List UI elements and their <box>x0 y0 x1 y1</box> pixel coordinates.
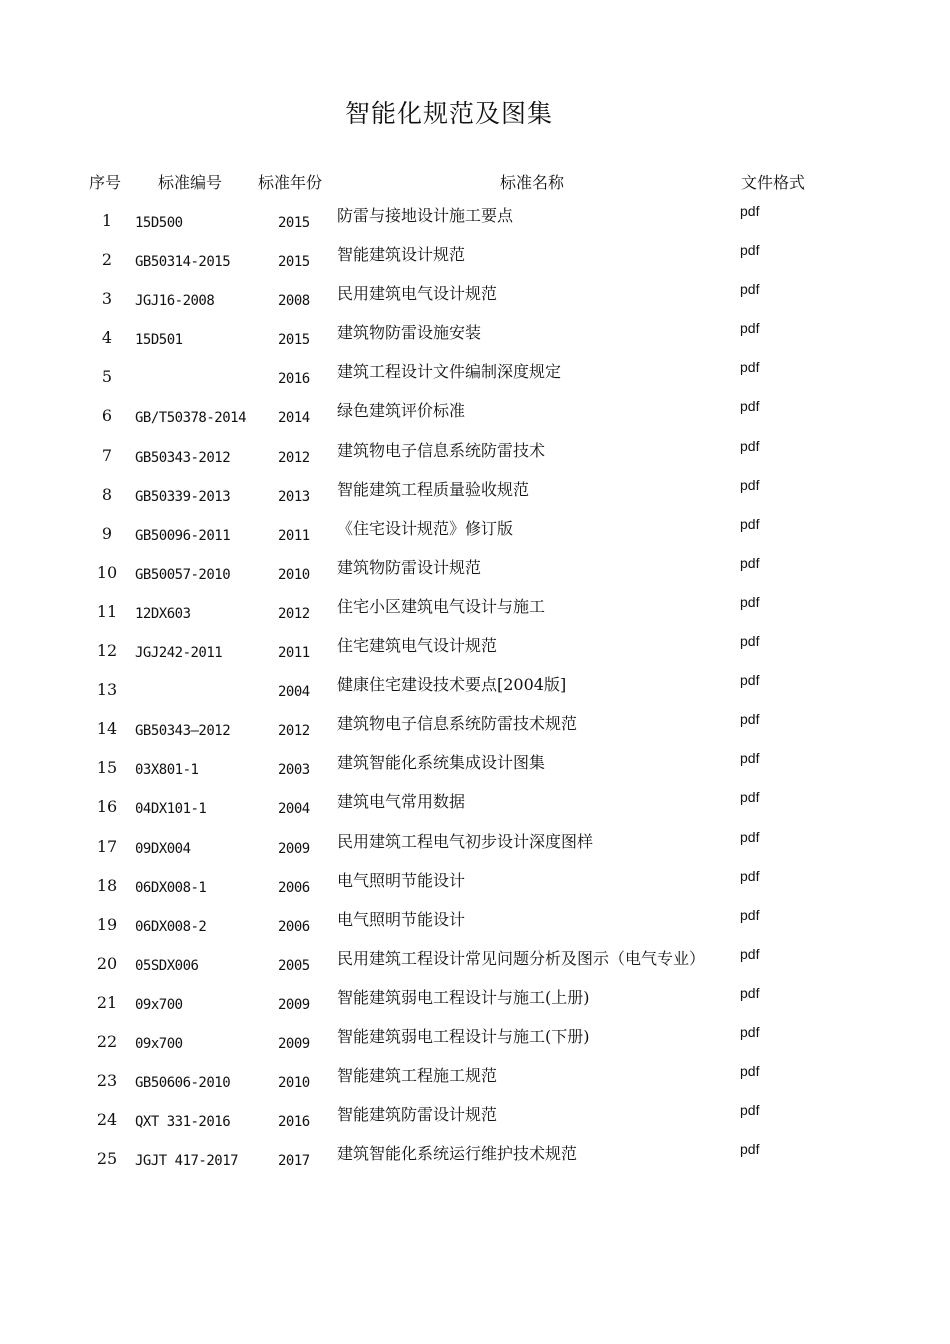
cell-format: pdf <box>740 281 760 298</box>
cell-code: GB50314-2015 <box>135 254 231 271</box>
cell-code: 09x700 <box>135 1035 183 1052</box>
table-row <box>0 438 950 477</box>
cell-format: pdf <box>740 633 760 650</box>
cell-seq: 19 <box>96 914 118 934</box>
header-format: 文件格式 <box>741 173 806 192</box>
table-row <box>0 242 950 281</box>
cell-seq: 12 <box>96 641 118 661</box>
cell-seq: 20 <box>96 953 118 973</box>
cell-code: GB50096-2011 <box>135 527 231 544</box>
cell-name: 民用建筑电气设计规范 <box>337 284 498 304</box>
cell-code: QXT 331-2016 <box>135 1114 231 1131</box>
cell-year: 2011 <box>278 645 310 662</box>
header-code: 标准编号 <box>158 173 223 192</box>
cell-year: 2015 <box>278 332 310 349</box>
cell-format: pdf <box>740 711 760 728</box>
cell-seq: 9 <box>101 523 113 543</box>
cell-name: 电气照明节能设计 <box>337 909 466 929</box>
cell-format: pdf <box>740 437 760 454</box>
table-row <box>0 750 950 789</box>
cell-format: pdf <box>740 1023 760 1040</box>
cell-name: 智能建筑防雷设计规范 <box>337 1105 498 1125</box>
cell-format: pdf <box>740 1063 760 1080</box>
cell-code: JGJT 417-2017 <box>135 1153 239 1170</box>
cell-seq: 15 <box>96 758 118 778</box>
cell-seq: 4 <box>101 328 113 348</box>
cell-format: pdf <box>740 242 760 259</box>
cell-name: 建筑电气常用数据 <box>337 792 466 812</box>
table-row <box>0 907 950 946</box>
cell-name: 智能建筑弱电工程设计与施工(上册) <box>337 987 590 1007</box>
table-row <box>0 1063 950 1102</box>
cell-year: 2006 <box>278 879 310 896</box>
table-row <box>0 789 950 828</box>
cell-seq: 10 <box>96 562 118 582</box>
cell-code: GB50606-2010 <box>135 1075 231 1092</box>
cell-seq: 2 <box>101 250 113 270</box>
table-row <box>0 985 950 1024</box>
cell-code: GB50343—2012 <box>135 723 231 740</box>
cell-year: 2016 <box>278 371 310 388</box>
cell-year: 2012 <box>278 605 310 622</box>
cell-name: 建筑工程设计文件编制深度规定 <box>337 362 562 382</box>
cell-code: 06DX008-2 <box>135 918 207 935</box>
cell-name: 民用建筑工程设计常见问题分析及图示（电气专业） <box>337 948 706 968</box>
cell-seq: 25 <box>96 1149 118 1169</box>
cell-format: pdf <box>740 554 760 571</box>
header-year: 标准年份 <box>258 173 323 192</box>
cell-year: 2017 <box>278 1153 310 1170</box>
cell-code: 05SDX006 <box>135 957 199 974</box>
cell-year: 2015 <box>278 254 310 271</box>
header-name: 标准名称 <box>500 173 565 192</box>
standards-table <box>0 203 950 1180</box>
cell-seq: 23 <box>96 1071 118 1091</box>
cell-format: pdf <box>740 1102 760 1119</box>
cell-format: pdf <box>740 203 760 219</box>
cell-format: pdf <box>740 1141 760 1158</box>
cell-name: 建筑物电子信息系统防雷技术 <box>337 440 546 460</box>
cell-year: 2010 <box>278 566 310 583</box>
cell-seq: 17 <box>96 836 118 856</box>
cell-seq: 13 <box>96 680 118 700</box>
cell-format: pdf <box>740 398 760 415</box>
cell-name: 电气照明节能设计 <box>337 870 466 890</box>
cell-seq: 8 <box>101 484 113 504</box>
cell-code: GB50339-2013 <box>135 488 231 505</box>
cell-name: 智能建筑工程质量验收规范 <box>337 479 530 499</box>
cell-code: 09x700 <box>135 996 183 1013</box>
cell-format: pdf <box>740 593 760 610</box>
cell-format: pdf <box>740 828 760 845</box>
cell-format: pdf <box>740 515 760 532</box>
table-row <box>0 868 950 907</box>
table-row <box>0 203 950 242</box>
cell-code: 15D501 <box>135 332 183 349</box>
cell-year: 2013 <box>278 488 310 505</box>
cell-code: 09DX004 <box>135 840 191 857</box>
cell-seq: 3 <box>101 289 113 309</box>
cell-name: 建筑物电子信息系统防雷技术规范 <box>337 714 578 734</box>
cell-format: pdf <box>740 867 760 884</box>
cell-year: 2008 <box>278 293 310 310</box>
cell-name: 《住宅设计规范》修订版 <box>337 518 514 538</box>
cell-seq: 7 <box>101 445 113 465</box>
cell-name: 建筑智能化系统集成设计图集 <box>337 753 546 773</box>
table-row <box>0 829 950 868</box>
cell-format: pdf <box>740 906 760 923</box>
cell-seq: 6 <box>101 406 113 426</box>
cell-code: 12DX603 <box>135 605 191 622</box>
cell-code: GB/T50378-2014 <box>135 410 247 427</box>
table-row <box>0 555 950 594</box>
table-row <box>0 320 950 359</box>
cell-name: 绿色建筑评价标准 <box>337 401 466 421</box>
cell-code: GB50057-2010 <box>135 566 231 583</box>
cell-seq: 16 <box>96 797 118 817</box>
cell-seq: 11 <box>96 601 118 621</box>
cell-name: 防雷与接地设计施工要点 <box>337 206 514 225</box>
cell-name: 建筑智能化系统运行维护技术规范 <box>337 1144 578 1164</box>
table-row <box>0 281 950 320</box>
cell-year: 2004 <box>278 684 310 701</box>
cell-year: 2009 <box>278 996 310 1013</box>
page-title: 智能化规范及图集 <box>344 99 553 128</box>
cell-name: 民用建筑工程电气初步设计深度图样 <box>337 831 594 851</box>
table-row <box>0 1141 950 1180</box>
cell-code: 06DX008-1 <box>135 879 207 896</box>
cell-format: pdf <box>740 750 760 767</box>
cell-year: 2009 <box>278 840 310 857</box>
cell-code: JGJ242-2011 <box>135 645 223 662</box>
cell-year: 2016 <box>278 1114 310 1131</box>
cell-year: 2012 <box>278 449 310 466</box>
cell-format: pdf <box>740 984 760 1001</box>
table-row <box>0 477 950 516</box>
table-row <box>0 672 950 711</box>
cell-year: 2014 <box>278 410 310 427</box>
cell-name: 智能建筑工程施工规范 <box>337 1066 498 1086</box>
cell-name: 智能建筑设计规范 <box>337 245 466 265</box>
table-row <box>0 398 950 437</box>
cell-seq: 21 <box>96 992 118 1012</box>
table-row <box>0 1102 950 1141</box>
cell-format: pdf <box>740 672 760 689</box>
cell-year: 2009 <box>278 1035 310 1052</box>
cell-format: pdf <box>740 359 760 376</box>
cell-code: 04DX101-1 <box>135 801 207 818</box>
header-seq: 序号 <box>89 173 122 192</box>
cell-seq: 1 <box>101 211 113 230</box>
cell-code: GB50343-2012 <box>135 449 231 466</box>
cell-seq: 24 <box>96 1110 118 1130</box>
cell-seq: 14 <box>96 719 118 739</box>
cell-code: JGJ16-2008 <box>135 293 215 310</box>
cell-name: 智能建筑弱电工程设计与施工(下册) <box>337 1026 590 1046</box>
table-row <box>0 633 950 672</box>
cell-year: 2005 <box>278 957 310 974</box>
cell-year: 2012 <box>278 723 310 740</box>
cell-year: 2004 <box>278 801 310 818</box>
cell-format: pdf <box>740 476 760 493</box>
table-row <box>0 711 950 750</box>
cell-code: 15D500 <box>135 215 183 231</box>
cell-year: 2003 <box>278 762 310 779</box>
cell-year: 2011 <box>278 527 310 544</box>
table-row <box>0 516 950 555</box>
table-row <box>0 946 950 985</box>
cell-seq: 5 <box>101 367 113 387</box>
cell-seq: 22 <box>96 1031 118 1051</box>
table-row <box>0 359 950 398</box>
cell-name: 健康住宅建设技术要点[2004版] <box>337 675 567 695</box>
cell-year: 2010 <box>278 1075 310 1092</box>
cell-name: 住宅建筑电气设计规范 <box>337 636 498 656</box>
table-row <box>0 1024 950 1063</box>
cell-name: 住宅小区建筑电气设计与施工 <box>337 596 546 616</box>
cell-name: 建筑物防雷设计规范 <box>337 557 482 577</box>
cell-format: pdf <box>740 320 760 337</box>
cell-year: 2006 <box>278 918 310 935</box>
cell-code: 03X801-1 <box>135 762 199 779</box>
cell-name: 建筑物防雷设施安装 <box>337 323 482 343</box>
cell-year: 2015 <box>278 215 310 231</box>
table-row <box>0 594 950 633</box>
cell-format: pdf <box>740 945 760 962</box>
cell-format: pdf <box>740 789 760 806</box>
cell-seq: 18 <box>96 875 118 895</box>
